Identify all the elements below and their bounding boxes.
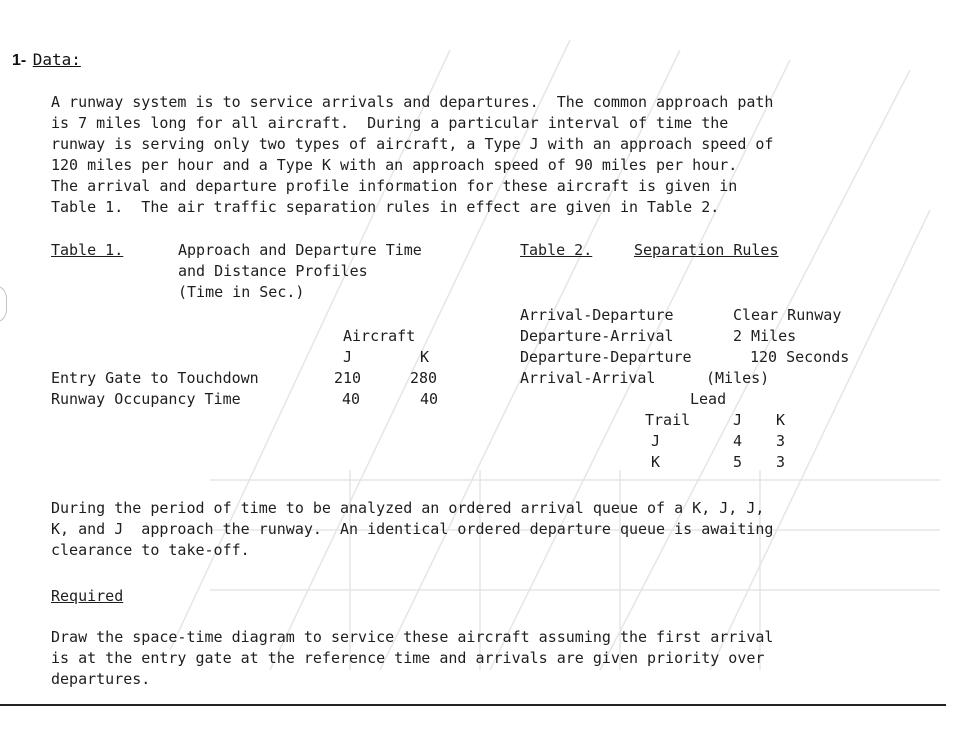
table2-aa-unit: (Miles): [706, 369, 770, 387]
table2-trail-header: Trail: [645, 411, 691, 429]
intro-line: A runway system is to service arrivals and departures. The common approach path: [51, 93, 774, 111]
queue-line: clearance to take-off.: [51, 541, 250, 559]
table1-col-k: K: [420, 348, 430, 366]
intro-line: is 7 miles long for all aircraft. During a particular interval of time the: [51, 114, 729, 132]
table1-aircraft-header: Aircraft: [343, 327, 416, 345]
table1-cell: 210: [334, 369, 362, 387]
table2-lead-j: J: [733, 411, 743, 429]
table2-rule-value: Clear Runway: [733, 306, 842, 324]
table2-rule-name: Departure-Arrival: [520, 327, 674, 345]
table2-rule-name: Arrival-Departure: [520, 306, 674, 324]
table1-cell: 40: [420, 390, 439, 408]
table2-trail-row: J: [651, 432, 661, 450]
table2-label: Table 2.: [520, 241, 593, 259]
table1-title-line: and Distance Profiles: [178, 262, 368, 280]
table2-rule-value: 120 Seconds: [750, 348, 850, 366]
table1-title-line: Approach and Departure Time: [178, 241, 422, 259]
table2-lead-header: Lead: [690, 390, 727, 408]
table1-title-line: (Time in Sec.): [178, 283, 305, 301]
intro-line: Table 1. The air traffic separation rules in effect are given in Table 2.: [51, 198, 720, 216]
intro-line: 120 miles per hour and a Type K with an approach speed of 90 miles per hour.: [51, 156, 738, 174]
table2-rule-name: Departure-Departure: [520, 348, 692, 366]
table1-col-j: J: [343, 348, 353, 366]
table2-cell: 4: [733, 432, 743, 450]
table2-cell: 3: [776, 453, 786, 471]
required-heading: Required: [51, 587, 124, 605]
required-line: departures.: [51, 670, 151, 688]
intro-line: The arrival and departure profile information for these aircraft is given in: [51, 177, 738, 195]
section-label: Data:: [32, 50, 81, 69]
table2-cell: 5: [733, 453, 743, 471]
table1-row-name: Runway Occupancy Time: [51, 390, 241, 408]
queue-line: K, and J approach the runway. An identical ordered departure queue is awaiting: [51, 520, 774, 538]
section-number: 1-: [12, 52, 27, 69]
binding-mark: [0, 285, 7, 323]
table2-lead-k: K: [776, 411, 786, 429]
queue-line: During the period of time to be analyzed an ordered arrival queue of a K, J, J,: [51, 499, 765, 517]
table2-title: Separation Rules: [634, 241, 779, 259]
bottom-rule: [0, 704, 946, 706]
table2-cell: 3: [776, 432, 786, 450]
table2-rule-value: 2 Miles: [733, 327, 797, 345]
required-line: is at the entry gate at the reference time and arrivals are given priority over: [51, 649, 765, 667]
table2-trail-row: K: [651, 453, 661, 471]
table1-row-name: Entry Gate to Touchdown: [51, 369, 259, 387]
table1-cell: 280: [410, 369, 438, 387]
intro-line: runway is serving only two types of aircraft, a Type J with an approach speed of: [51, 135, 774, 153]
table2-aa-title: Arrival-Arrival: [520, 369, 656, 387]
table1-label: Table 1.: [51, 241, 124, 259]
required-line: Draw the space-time diagram to service these aircraft assuming the first arrival: [51, 628, 774, 646]
table1-cell: 40: [342, 390, 361, 408]
section-heading: [12, 50, 81, 70]
